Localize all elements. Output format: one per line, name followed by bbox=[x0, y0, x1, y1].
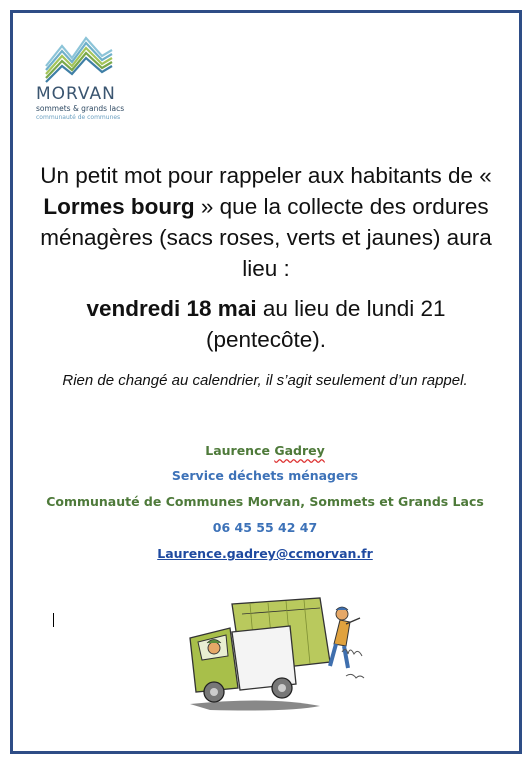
signature-phone: 06 45 55 42 47 bbox=[212, 520, 318, 535]
signature-email-row bbox=[20, 546, 510, 561]
signature-name bbox=[20, 443, 510, 458]
intro-after: » que la collecte des ordures ménagères (sacs roses, verts et jaunes) aura lieu : bbox=[40, 194, 492, 281]
text-cursor bbox=[53, 613, 54, 627]
first-name: Laurence bbox=[205, 443, 275, 458]
collection-date bbox=[26, 293, 506, 355]
signature-organization: Communauté de Communes Morvan, Sommets et Grands Lacs bbox=[46, 494, 484, 509]
date-rest: au lieu de lundi 21 (pentecôte). bbox=[205, 296, 446, 352]
intro-before: Un petit mot pour rappeler aux habitants de « bbox=[40, 163, 492, 188]
intro-paragraph bbox=[26, 160, 506, 284]
last-name: Gadrey bbox=[274, 443, 325, 458]
signature-service: Service déchets ménagers bbox=[171, 468, 359, 483]
reminder-note: Rien de changé au calendrier, il s’agit seulement d’un rappel. bbox=[62, 372, 468, 389]
logo-subtitle: sommets & grands lacs bbox=[36, 104, 125, 113]
email-link[interactable]: Laurence.gadrey@ccmorvan.fr bbox=[157, 546, 373, 561]
logo-tagline: communauté de communes bbox=[36, 114, 121, 121]
place-name: Lormes bourg bbox=[43, 194, 195, 219]
logo-brand: MORVAN bbox=[36, 84, 116, 104]
morvan-logo bbox=[32, 26, 132, 136]
date-bold: vendredi 18 mai bbox=[86, 296, 257, 321]
garbage-truck-illustration bbox=[170, 592, 380, 722]
mountains-icon bbox=[44, 32, 114, 84]
